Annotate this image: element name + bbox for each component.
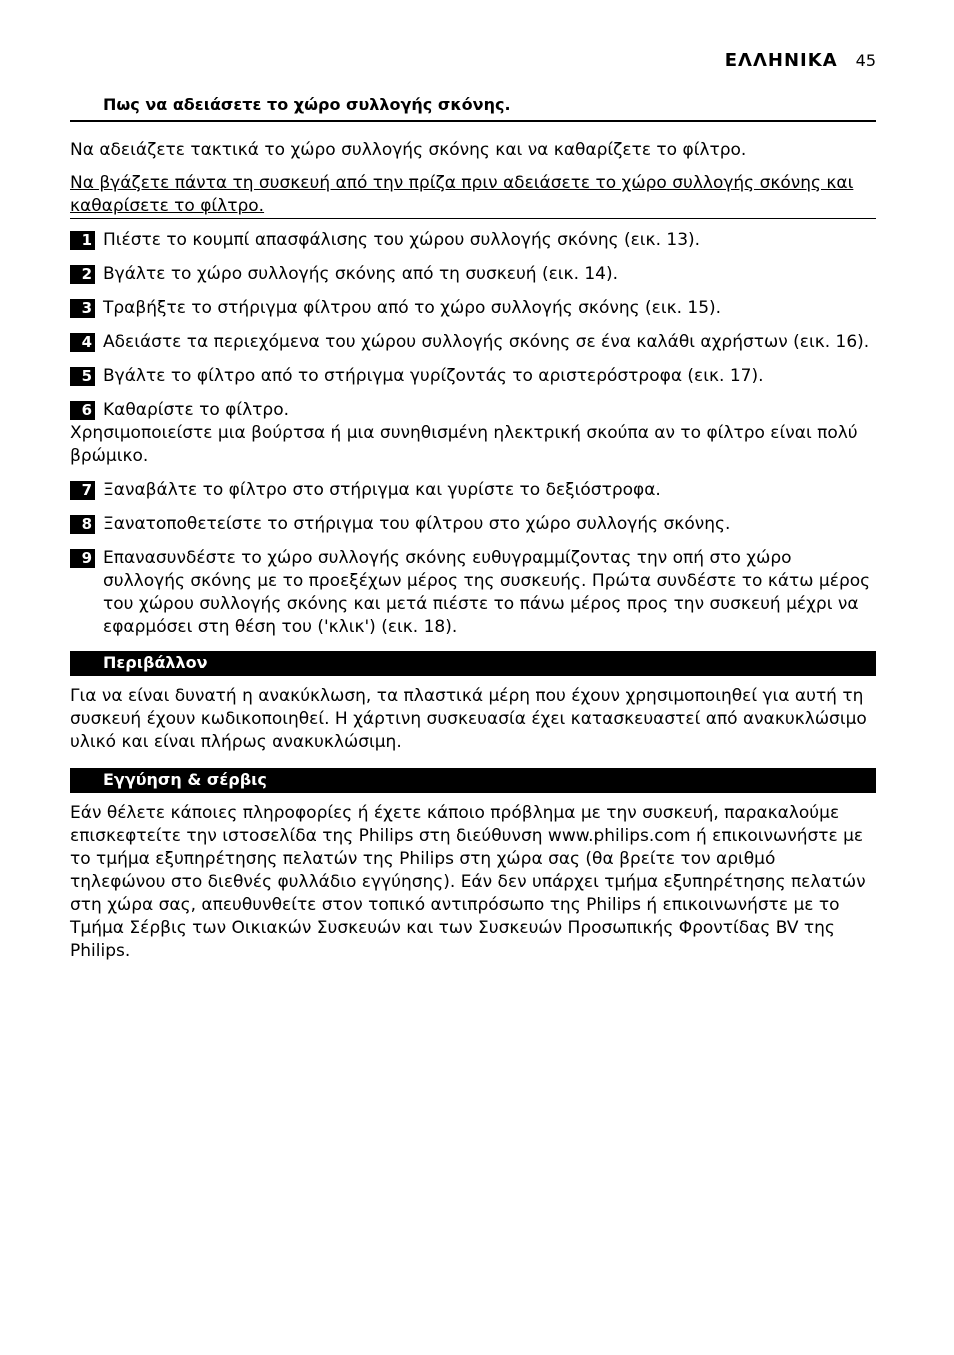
warning-text: Να βγάζετε πάντα τη συσκευή από την πρίζα πριν αδειάσετε το χώρο συλλογής σκόνης και καθαρίσετε το φίλτρο. xyxy=(70,173,854,216)
step-text: Καθαρίστε το φίλτρο. xyxy=(103,400,290,420)
step-text: Επανασυνδέστε το χώρο συλλογής σκόνης ευθυγραμμίζοντας την οπή στο χώρο συλλογής σκόνης με το προεξέχων μέρος της συσκευής. Πρώτα συνδέστε το κάτω μέρος του χώρου συλλογής σκόνης και μετά πιέστε το πάνω μέρος προς την συσκευή μέχρι να εφαρμόσει στη θέση του ('κλικ') (εικ. 18). xyxy=(103,548,871,637)
step-number: 6 xyxy=(70,401,95,420)
step-item xyxy=(70,229,876,252)
step-text: Βγάλτε το χώρο συλλογής σκόνης από τη συσκευή (εικ. 14). xyxy=(103,264,619,284)
step-number: 2 xyxy=(70,265,95,284)
step-item xyxy=(70,479,876,502)
step-note: Χρησιμοποιείστε μια βούρτσα ή μια συνηθισμένη ηλεκτρική σκούπα αν το φίλτρο είναι πολύ βρώμικο. xyxy=(70,423,858,466)
step-item xyxy=(70,513,876,536)
environment-text: Για να είναι δυνατή η ανακύκλωση, τα πλαστικά μέρη που έχουν χρησιμοποιηθεί για αυτή τη συσκευή έχουν κωδικοποιηθεί. Η χάρτινη συσκευασία έχει κατασκευαστεί από ανακυκλώσιμο υλικό και είναι πλήρως ανακυκλώσιμη. xyxy=(70,686,867,752)
step-item xyxy=(70,331,876,354)
page-header xyxy=(70,50,876,72)
emptying-intro: Να αδειάζετε τακτικά το χώρο συλλογής σκόνης και να καθαρίζετε το φίλτρο. xyxy=(70,140,747,160)
guarantee-heading: Εγγύηση & σέρβις xyxy=(70,768,876,793)
step-item xyxy=(70,399,876,468)
step-text: Ξαναβάλτε το φίλτρο στο στήριγμα και γυρίστε το δεξιόστροφα. xyxy=(103,480,661,500)
step-text: Αδειάστε τα περιεχόμενα του χώρου συλλογής σκόνης σε ένα καλάθι αχρήστων (εικ. 16). xyxy=(103,332,870,352)
step-text: Πιέστε το κουμπί απασφάλισης του χώρου συλλογής σκόνης (εικ. 13). xyxy=(103,230,701,250)
step-text: Ξανατοποθετείστε το στήριγμα του φίλτρου στο χώρο συλλογής σκόνης. xyxy=(103,514,731,534)
step-item xyxy=(70,547,876,639)
step-number: 7 xyxy=(70,481,95,500)
step-number: 8 xyxy=(70,515,95,534)
step-number: 4 xyxy=(70,333,95,352)
step-text: Βγάλτε το φίλτρο από το στήριγμα γυρίζοντάς το αριστερόστροφα (εικ. 17). xyxy=(103,366,764,386)
guarantee-text: Εάν θέλετε κάποιες πληροφορίες ή έχετε κάποιο πρόβλημα με την συσκευή, παρακαλούμε επισκεφτείτε την ιστοσελίδα της Philips στη διεύθυνση www.philips.com ή επικοινωνήστε με το τμήμα εξυπηρέτησης πελατών της Philips στη χώρα σας (θα βρείτε τον αριθμό τηλεφώνου στο διεθνές φυλλάδιο εγγύησης). Εάν δεν υπάρχει τμήμα εξυπηρέτησης πελατών στη χώρα σας, απευθυνθείτε στον τοπικό αντιπρόσωπο της Philips ή επικοινωνήστε με το Τμήμα Σέρβις των Οικιακών Συσκευών και των Συσκευών Προσωπικής Φροντίδας BV της Philips. xyxy=(70,803,866,961)
step-item xyxy=(70,263,876,286)
step-number: 1 xyxy=(70,231,95,250)
step-number: 5 xyxy=(70,367,95,386)
emptying-warning xyxy=(70,172,876,219)
environment-heading: Περιβάλλον xyxy=(70,651,876,676)
page-number: 45 xyxy=(855,51,876,70)
step-item xyxy=(70,365,876,388)
step-item xyxy=(70,297,876,320)
steps-list xyxy=(70,229,876,639)
page-content xyxy=(70,94,876,973)
emptying-heading: Πως να αδειάσετε το χώρο συλλογής σκόνης. xyxy=(70,94,876,122)
language-label: ΕΛΛΗΝΙΚΑ xyxy=(724,50,838,71)
step-text: Τραβήξτε το στήριγμα φίλτρου από το χώρο συλλογής σκόνης (εικ. 15). xyxy=(103,298,722,318)
step-number: 9 xyxy=(70,549,95,568)
step-number: 3 xyxy=(70,299,95,318)
